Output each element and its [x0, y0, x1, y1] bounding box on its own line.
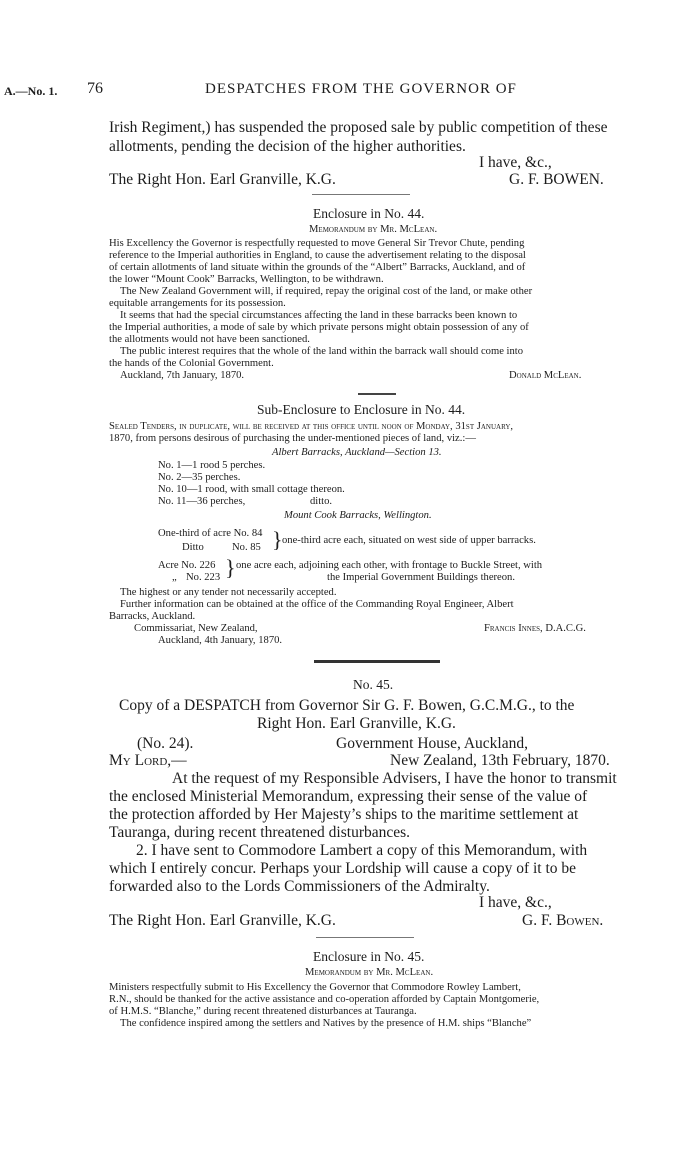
paragraph-line: forwarded also to the Lords Commissioners of the Admiralty. [109, 878, 490, 895]
sealed-tenders-intro: Sealed Tenders, in duplicate, will be received at this office until noon of Monday, 31st January, [109, 421, 514, 432]
list-item: No. 1—1 rood 5 perches. [158, 460, 266, 471]
divider [312, 194, 410, 195]
paragraph-line: the allotments would not have been sanctioned. [109, 334, 310, 345]
list-item: No. 85 [232, 542, 261, 553]
despatch-title: Copy of a DESPATCH from Governor Sir G. F. Bowen, G.C.M.G., to the [119, 697, 575, 714]
paragraph-line: At the request of my Responsible Advisers, I have the honor to transmit [172, 770, 617, 787]
paragraph-line: Irish Regiment,) has suspended the proposed sale by public competition of these [109, 119, 608, 136]
signature: G. F. Bowen. [522, 912, 604, 929]
paragraph-line: of H.M.S. “Blanche,” during recent threatened disturbances at Tauranga. [109, 1006, 417, 1017]
paragraph-line: of certain allotments of land situate within the grounds of the “Albert” Barracks, Auckland, and of [109, 262, 526, 273]
place-line: Government House, Auckland, [336, 735, 528, 752]
page-number: 76 [87, 80, 103, 97]
paragraph-line: Barracks, Auckland. [109, 611, 196, 622]
section-heading: Enclosure in No. 45. [313, 949, 425, 964]
list-heading: Mount Cook Barracks, Wellington. [284, 510, 432, 521]
paragraph-line: the enclosed Ministerial Memorandum, expressing their sense of the value of [109, 788, 588, 805]
list-item: No. 2—35 perches. [158, 472, 241, 483]
addressee: The Right Hon. Earl Granville, K.G. [109, 912, 336, 929]
despatch-title: Right Hon. Earl Granville, K.G. [257, 715, 456, 732]
divider [314, 660, 440, 663]
place-date: Auckland, 7th January, 1870. [120, 370, 245, 381]
paragraph-line: 1870, from persons desirous of purchasing the under-mentioned pieces of land, viz.:— [109, 433, 476, 444]
list-item: No. 223 [186, 572, 221, 583]
addressee: The Right Hon. Earl Granville, K.G. [109, 171, 336, 188]
paragraph-line: R.N., should be thanked for the active assistance and co-operation afforded by Captain Montgomerie, [109, 994, 540, 1005]
paragraph-line: which I entirely concur. Perhaps your Lordship will cause a copy of it to be [109, 860, 577, 877]
list-item: one acre each, adjoining each other, with frontage to Buckle Street, with [236, 560, 543, 571]
salutation: My Lord,— [109, 752, 187, 769]
memo-byline: Memorandum by Mr. McLean. [305, 967, 434, 978]
list-item: No. 10—1 rood, with small cottage thereon. [158, 484, 345, 495]
paragraph-line: It seems that had the special circumstances affecting the land in these barracks been known to [120, 310, 518, 321]
memo-byline: Memorandum by Mr. McLean. [309, 224, 438, 235]
list-item: Acre No. 226 [158, 560, 216, 571]
list-item: One-third of acre No. 84 [158, 528, 263, 539]
paragraph-line: The confidence inspired among the settlers and Natives by the presence of H.M. ships “Blanche” [120, 1018, 532, 1029]
running-title: DESPATCHES FROM THE GOVERNOR OF [205, 81, 517, 97]
ditto-mark: „ [172, 572, 177, 583]
ditto-mark: Ditto [182, 542, 204, 553]
list-heading: Albert Barracks, Auckland—Section 13. [272, 447, 442, 458]
divider [358, 393, 396, 395]
section-heading: Sub-Enclosure to Enclosure in No. 44. [257, 402, 466, 417]
paragraph-line: reference to the Imperial authorities in England, to cause the advertisement relating to the disposal [109, 250, 526, 261]
paragraph-line [109, 421, 513, 432]
divider [316, 937, 414, 938]
paragraph-line: allotments, pending the decision of the higher authorities. [109, 138, 466, 155]
signature: G. F. BOWEN. [509, 171, 604, 188]
paragraph-line: Tauranga, during recent threatened disturbances. [109, 824, 411, 841]
brace: } [272, 527, 283, 552]
section-heading: Enclosure in No. 44. [313, 206, 425, 221]
sign-off: I have, &c., [479, 154, 552, 171]
ditto-mark: ditto. [310, 496, 333, 507]
paragraph-line: the protection afforded by Her Majesty’s ships to the maritime settlement at [109, 806, 579, 823]
paragraph-line: Ministers respectfully submit to His Excellency the Governor that Commodore Rowley Lambert, [109, 982, 521, 993]
sign-off: I have, &c., [479, 894, 552, 911]
paragraph-line: His Excellency the Governor is respectfully requested to move General Sir Trevor Chute, pending [109, 238, 525, 249]
place-line: Commissariat, New Zealand, [134, 623, 258, 634]
paragraph-line: the hands of the Colonial Government. [109, 358, 274, 369]
brace: } [225, 555, 236, 580]
paragraph-line: the lower “Mount Cook” Barracks, Wellington, to be withdrawn. [109, 274, 384, 285]
paragraph-line: The highest or any tender not necessarily accepted. [120, 587, 337, 598]
paragraph-line: equitable arrangements for its possession. [109, 298, 286, 309]
paragraph-line: 2. I have sent to Commodore Lambert a copy of this Memorandum, with [136, 842, 588, 859]
paragraph-line: The public interest requires that the whole of the land within the barrack wall should come into [120, 346, 524, 357]
list-item: the Imperial Government Buildings thereon. [327, 572, 515, 583]
paragraph-line: The New Zealand Government will, if required, repay the original cost of the land, or make other [120, 286, 533, 297]
list-item: No. 11—36 perches, [158, 496, 246, 507]
paragraph-line: Further information can be obtained at the office of the Commanding Royal Engineer, Albert [120, 599, 514, 610]
list-item: one-third acre each, situated on west side of upper barracks. [282, 535, 536, 546]
paragraph-line: the Imperial authorities, a mode of sale by which private persons might obtain possession of any of [109, 322, 529, 333]
page-label: A.—No. 1. [4, 84, 58, 98]
signature: Francis Innes, D.A.C.G. [484, 623, 586, 634]
place-date: New Zealand, 13th February, 1870. [390, 752, 610, 769]
signature: Donald McLean. [509, 370, 582, 381]
place-date: Auckland, 4th January, 1870. [158, 635, 283, 646]
despatch-reference: (No. 24). [137, 735, 194, 752]
despatch-number: No. 45. [353, 677, 394, 692]
